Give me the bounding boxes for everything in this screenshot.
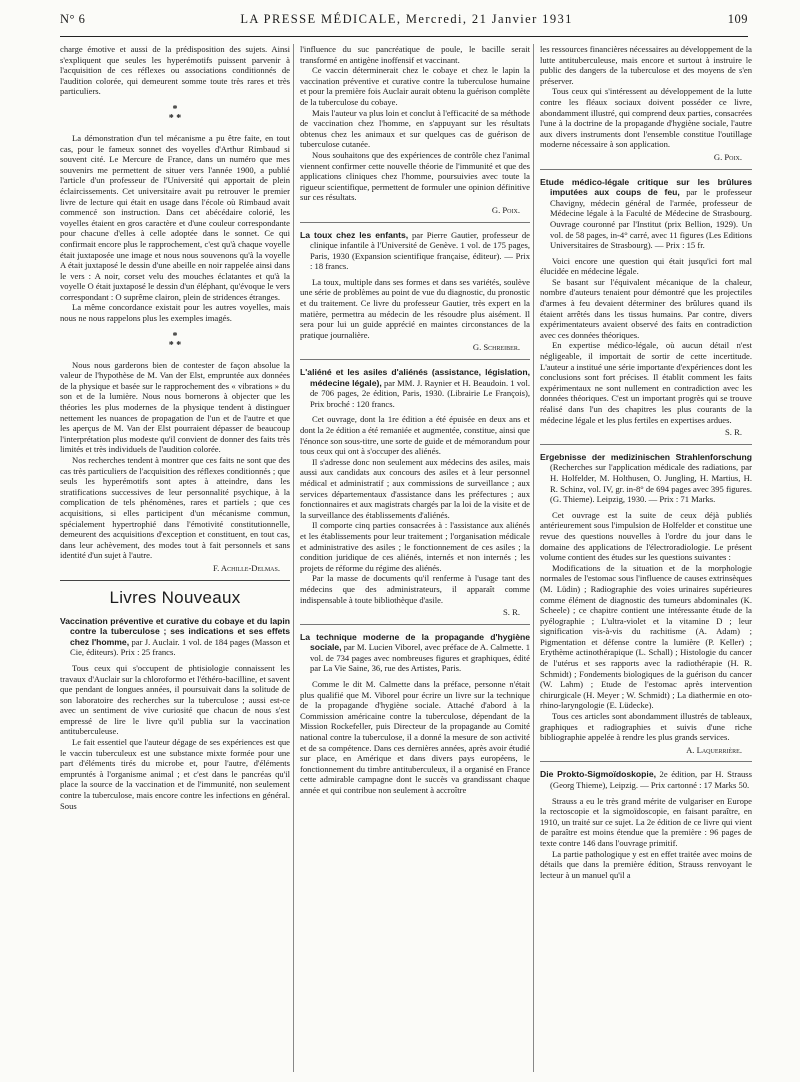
book-title: L'aliéné et les asiles d'aliénés (assistance, législation, médecine légale), [300, 367, 530, 388]
column-rule [533, 44, 534, 1072]
paragraph: Le fait essentiel que l'auteur dégage de ses expériences est que le vaccin tuberculeux est une substance mixte formée pour une part d'éléments tirés du microbe et, pour l'autre, d'éléments empruntés à l'organisme animal ; et c'est dans le pancréas qu'il place la source de la vaccination et de l'immunité, non seulement contre la tuberculose, mais encore contre les infections en général. Sous [60, 737, 290, 811]
divider [540, 444, 752, 445]
paragraph: Comme le dit M. Calmette dans la préface, personne n'était plus qualifié que M. Viborel pour écrire un livre sur la technique de la propagande d'hygiène sociale. Attaché d'abord à la Commission américaine contre la tuberculose, dépendant de la Mission Rockefeller, puis Directeur de la propagande au Comité national contre la tuberculose, il a donné la mesure de son activité et de sa compétence. Dans ces dernières années, après avoir étudié sur place, en Amérique et dans divers pays européens, le fonctionnement du timbre antituberculeux, il a organisé en France cette admirable campagne dont le succès va grandissant chaque année et qui contribue non seulement à accroître [300, 679, 530, 795]
paragraph: La démonstration d'un tel mécanisme a pu être faite, en tout cas, pour le fameux sonnet des voyelles d'Arthur Rimbaud si souvent cité. Le Mercure de France, dans un numéro que mes souvenirs me permettent de situer vers l'année 1900, a publié l'article d'un professeur de l'Université qui apportait de plein éclaircissements. Cet universitaire avait pu retrouver le premier livre de lecture qui était en usage dans l'école où Rimbaud avait commencé son instruction. Dans cet abécédaire colorié, les voyelles étaient en gros caractère et d'une couleur correspondante pour chacune d'elles à celle adoptée dans le sonnet. Ce qui confirmait encore plus le rapprochement, c'est qu'à chaque voyelle était juxtaposée une image et nous nous souvenons qu'à la voyelle A était juxtaposé le dessin d'une abeille en noir rappelée ainsi dans le vers : A noir, corset velu des mouches éclatantes et qu'à la voyelle O était juxtaposé le dessin d'un éléphant, qu'évoque le vers correspondant : O suprême clairon, plein de stridences étranges. [60, 132, 290, 302]
paragraph: Tous ces articles sont abondamment illustrés de tableaux, graphiques et radiographies et suivis d'une riche bibliographie appelée à rendre les plus grands services. [540, 711, 752, 743]
book-title: Die Prokto-Sigmoïdoskopie, [540, 769, 656, 780]
book-title: La technique moderne de la propagande d'hygiène sociale, [300, 631, 530, 653]
paragraph: Ce vaccin déterminerait chez le cobaye et chez le lapin la vaccination préventive et curative contre la tuberculose humaine et pour la première fois Auclair aurait obtenu la guérison complète de la tuberculose du cobaye. [300, 65, 530, 107]
section-break-stars: * * * [168, 103, 182, 124]
paragraph: charge émotive et aussi de la prédisposition des sujets. Ainsi s'expliquent que seules les hyperémotifs puissent parvenir à l'acquisition de ces réflexes ou associations conditionnés de l'audition colorée, qui demeurent somme toute très rares et très particuliers. [60, 44, 290, 97]
paragraph: Tous ceux qui s'intéressent au développement de la lutte contre les fléaux sociaux doivent posséder ce livre, abondamment illustré, qui comprend deux parties, consacrées l'une à la doctrine de la propagande d'hygiène sociale, l'autre aux divers instruments dont l'ensemble constitue l'outillage moderne nécessaire à son application. [540, 86, 752, 150]
author-signature: A. Laquerrière. [686, 744, 742, 755]
column-2 [300, 44, 530, 1074]
book-title: Etude médico-légale critique sur les brûlures imputées aux coups de feu, [540, 176, 752, 198]
book-info: par M. Lucien Viborel, avec préface de A. Calmette. 1 vol. de 734 pages avec nombreuses figures et graphiques, édité par La Vie Saine, 36, rue des Artistes, Paris. [310, 642, 530, 674]
book-title: Vaccination préventive et curative du cobaye et du lapin contre la tuberculose ; ses indications et ses effets chez l'homme, [60, 615, 290, 647]
book-info: par J. Auclair. 1 vol. de 184 pages (Masson et Cie, éditeurs). Prix : 25 francs. [70, 636, 290, 658]
book-entry [300, 367, 530, 409]
page-header [60, 14, 748, 34]
paragraph: Tous ceux qui s'occupent de phtisiologie connaissent les travaux d'Auclair sur la chloroformo et l'éthéro-bacilline, et savent que pendant de longues années, il poursuivait dans la solitude de son laboratoire des recherches sur la tuberculose ; aussi est-ce avec un sentiment de vive curiosité que chacun de nous s'est empressé de lire le livre qu'il publia sur la vaccination antituberculeuse. [60, 662, 290, 737]
section-break-stars: * * * [168, 330, 182, 351]
divider [300, 222, 530, 223]
paragraph: Strauss a eu le très grand mérite de vulgariser en Europe la rectoscopie et la sigmoïdoscopie, en faisant paraître, en 1910, un traité sur ce sujet. La 2e édition de ce livre qui vient de paraître est moins étendue que la première : 96 pages de texte contre 146 dans l'ouvrage primitif. [540, 795, 752, 848]
column-3 [540, 44, 752, 1074]
book-entry [540, 769, 752, 790]
author-signature: S. R. [503, 607, 520, 618]
paragraph: Mais l'auteur va plus loin et conclut à l'efficacité de sa méthode de vaccination chez l'homme, en s'appuyant sur les résultats obtenus chez les animaux et sur quelques cas de guérison de tuberculose cutanée. [300, 107, 530, 150]
paragraph: Modifications de la situation et de la morphologie normales de l'estomac sous l'influence de causes extrinsèques (M. Lüdin) ; Radiographie des voies urinaires supérieures comme élément de diagnostic des tumeurs abdominales (K. Scheele) ; ce chapitre contient une intéressante étude de la pyélographie ; L'ultra-violet et la vitamine D ; leur signification vis-à-vis du rachitisme (A. Adam) ; Pigmentation et défense contre la lumière (P. Keller) ; Erythème actinothérapique (L. Schall) ; Histologie du cancer de l'utérus et ses rapports avec la radiothérapie (H. R. Schmidt) ; Fondements biologiques de la guérison du cancer (W. Lahm) ; Etude de l'estomac après intervention chirurgicale (H. Meyer ; W. Schmidt) ; La diathermie en oto-rhino-laryngologie (E. Lüdecke). [540, 562, 752, 711]
author-signature: S. R. [725, 427, 742, 438]
author-signature: G. Schreiber. [472, 342, 520, 353]
paragraph: les ressources financières nécessaires au développement de la lutte antituberculeuse, mais encore et surtout à instruire le public des dangers de la tuberculose et des moyens de s'en préserver. [540, 44, 752, 86]
book-entry [540, 177, 752, 251]
section-title: Livres Nouveaux [109, 587, 241, 607]
paragraph: La partie pathologique y est en effet traitée avec moins de détails que dans la première édition, Strauss renvoyant le lecteur à un manuel qu'il a [540, 848, 752, 880]
book-info: par MM. J. Raynier et H. Beaudoin. 1 vol. de 706 pages, 2e édition, Paris, 1930. (Librairie Le François), Prix broché : 120 francs. [310, 377, 530, 409]
paragraph: Cet ouvrage est la suite de ceux déjà publiés antérieurement sous l'impulsion de Holfelder et constitue une revue des questions nouvelles à l'ordre du jour dans le domaine des applications de l'électroradiologie. Le présent volume contient des études sur les questions suivantes : [540, 509, 752, 563]
paragraph: Cet ouvrage, dont la 1re édition a été épuisée en deux ans et dont la 2e édition a été remaniée et augmentée, constitue, ainsi que l'énonce son sous-titre, une sorte de guide et de mémorandum pour tous ceux qui ont à s'occuper des aliénés. [300, 414, 530, 457]
divider [540, 169, 752, 170]
paragraph: Voici encore une question qui était jusqu'ici fort mal élucidée en médecine légale. [540, 255, 752, 277]
author-signature: G. Poix. [713, 151, 742, 162]
column-rule [293, 44, 294, 1072]
book-info: (Recherches sur l'application médicale des radiations, par H. Holfelder, M. Holthusen, O. Jungling, H. Martius, H. R. Schinz, vol. IV, gr. in-8° de 694 pages avec 395 figures. (G. Thieme). Leipzig, 1930. — Prix : 71 Marks. [550, 462, 752, 505]
book-info: par Pierre Gautier, professeur de clinique infantile à l'Université de Genève. 1 vol. de 175 pages, Paris, 1930 (Expansion scientifique française, éditeur). — Prix : 18 francs. [310, 229, 530, 272]
divider [540, 761, 752, 762]
paragraph: Il comporte cinq parties consacrées à : l'assistance aux aliénés et les établissements pour leur traitement ; l'organisation médicale et administrative des asiles ; le fonctionnement de ces asiles ; la condition juridique de ces aliénés, internés et non internés ; les projets de réforme du régime des aliénés. [300, 520, 530, 573]
book-entry [300, 230, 530, 272]
journal-title: LA PRESSE MÉDICALE, Mercredi, 21 Janvier 1931 [240, 12, 573, 26]
divider [300, 624, 530, 625]
paragraph: Il s'adresse donc non seulement aux médecins des asiles, mais aussi aux candidats aux concours des asiles et à leur personnel médical et administratif ; aux commissions de surveillance ; aux services départementaux d'assistance dans les préfectures ; aux fonctionnaires et aux magistrats chargés par la loi de la visite et de la surveillance des établissements d'aliénés. [300, 456, 530, 520]
book-title: Ergebnisse der medizinischen Strahlenforschung [540, 451, 752, 462]
paragraph: Nous souhaitons que des expériences de contrôle chez l'animal viennent confirmer cette nouvelle théorie de l'immunité et que des applications cliniques chez l'homme, poursuivies avec toute la rigueur scientifique, permettent de formuler une opinion définitive sur ces résultats. [300, 149, 530, 203]
paragraph: La même concordance existait pour les autres voyelles, mais nous ne nous rappelons plus les exemples imagés. [60, 302, 290, 324]
paragraph: La toux, multiple dans ses formes et dans ses variétés, soulève une série de problèmes au point de vue du diagnostic, du pronostic et du traitement. Ce livre du professeur Gautier, très expert en la matière, permettra au médecin de les résoudre plus aisément. Il sera pour lui un guide apprécié en maintes circonstances de la pratique journalière. [300, 276, 530, 340]
book-entry [300, 632, 530, 674]
author-signature: F. Achille-Delmas. [213, 562, 280, 573]
paragraph: l'influence du suc pancréatique de poule, le bacille serait transformé en antigène inoffensif et vaccinant. [300, 44, 530, 65]
book-entry [60, 616, 290, 658]
issue-number: N° 6 [60, 12, 86, 26]
paragraph: Par la masse de documents qu'il renferme à l'usage tant des médecins que des administrateurs, il apparaît comme indispensable à toute bibliothèque d'asile. [300, 573, 530, 605]
divider [60, 580, 290, 581]
paragraph: Se basant sur l'équivalent mécanique de la chaleur, nombre d'auteurs tenaient pour démontré que les projectiles d'armes à feu devaient déterminer des brûlures quand ils étaient arrêtés dans les tissus humains. Par contre, divers expérimentateurs avaient observé des faits en contradiction avec ces données théoriques. [540, 276, 752, 340]
author-signature: G. Poix. [491, 204, 520, 215]
paragraph: Nos recherches tendent à montrer que ces faits ne sont que des cas très particuliers de l'acquisition des réflexes conditionnés ; que seuls les hyperémotifs sont aptes à atteindre, dans les stratifications successives de leur personnalité psychique, à la complication de tels phénomènes, rares et partiels ; que ces acquisitions, si elles participent d'un mécanisme commun, spécialement hypertrophié dans l'émotivité constitutionnelle, demeurent des acquisitions d'exception et constituent, en tout cas, dans leur achèvement, des modes tout à fait personnels et sans identité d'un sujet à l'autre. [60, 455, 290, 561]
book-entry [540, 452, 752, 505]
header-rule [60, 36, 748, 37]
book-title: La toux chez les enfants, [300, 229, 409, 240]
paragraph: Nous nous garderons bien de contester de façon absolue la valeur de l'hypothèse de M. Van der Elst, empruntée aux données de la physique et basée sur le rapprochement des « vibrations » du son et de la lumière. Nous nous bornerons à objecter que les théories les plus modernes de la physique tendent à distinguer nettement les nuances de propagation de l'un et de l'autre et que les aperçus de M. Van der Elst pourraient dépasser de beaucoup l'interprétation plus modeste qu'il convient de donner des faits très limités et très individuels de l'audition colorée. [60, 359, 290, 455]
divider [300, 359, 530, 360]
paragraph: En expertise médico-légale, où aucun détail n'est négligeable, il importait de sortir de cette incertitude. L'auteur a institué une série importante d'expériences dont les conclusions sont fort précises. Il établit comment les faits expérimentaux ne sont nullement en contradiction avec les données théoriques. C'est un important progrès qui se trouve réalisé dans l'un des chapitres les plus courants de la médecine légale et les plus fertiles en expertises ardues. [540, 340, 752, 425]
book-info: 2e édition, par H. Strauss (Georg Thieme), Leipzig. — Prix cartonné : 17 Marks 50. [550, 769, 752, 790]
book-info: par le professeur Chavigny, médecin général de l'armée, professeur de Médecine légale à la Faculté de Médecine de Strasbourg. Ouvrage couronné par l'Institut (prix Bellion, 1929). Un vol. de 58 pages, in-4° carré, avec 11 figures (Les Editions Universitaires de Strasbourg). — Prix : 15 fr. [550, 187, 752, 251]
page-number: 109 [727, 12, 748, 26]
column-1 [60, 44, 290, 1074]
